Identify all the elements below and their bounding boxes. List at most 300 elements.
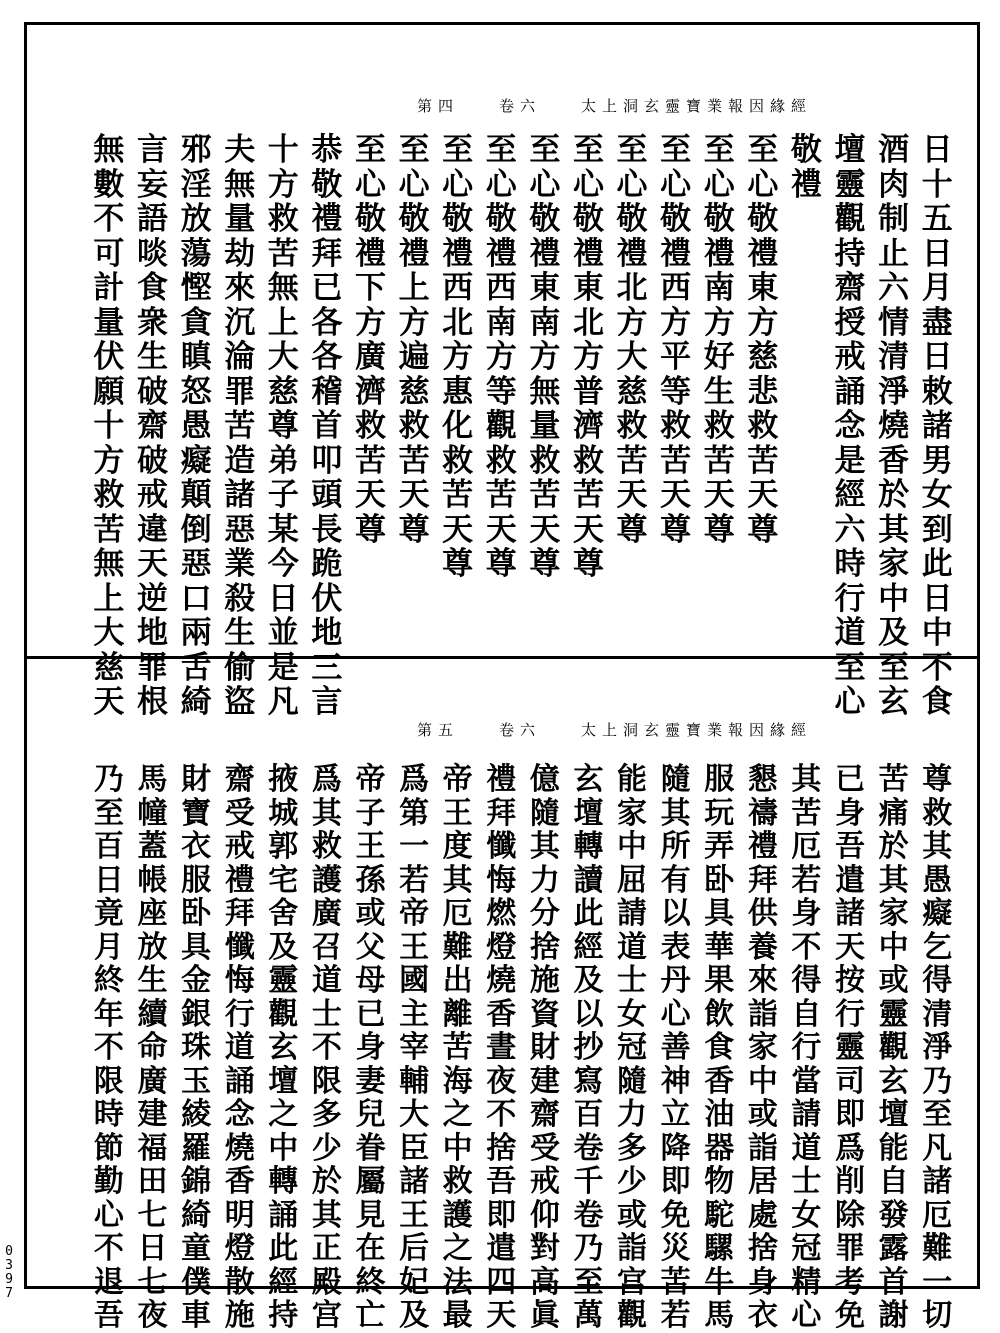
glyph: 西 xyxy=(660,270,692,306)
glyph: 顛 xyxy=(180,477,212,513)
text-column xyxy=(610,763,654,1333)
glyph: 車 xyxy=(181,1298,212,1333)
glyph: 詣 xyxy=(617,1231,648,1266)
glyph: 量 xyxy=(529,408,561,444)
glyph: 卷 xyxy=(573,1130,604,1166)
glyph: 惡 xyxy=(224,511,256,548)
glyph: 千 xyxy=(573,1164,604,1199)
text-column xyxy=(654,763,698,1333)
glyph: 綾 xyxy=(181,1097,212,1132)
text-column xyxy=(523,133,567,720)
glyph: 正 xyxy=(311,1231,342,1266)
glyph: 掖 xyxy=(268,762,299,797)
page-panel-upper xyxy=(27,25,977,720)
glyph: 燈 xyxy=(224,1231,255,1266)
glyph: 牛 xyxy=(704,1264,735,1300)
glyph: 食 xyxy=(921,684,953,720)
glyph: 五 xyxy=(921,201,953,237)
glyph: 救 xyxy=(442,442,474,479)
glyph: 身 xyxy=(355,1030,386,1065)
glyph: 方 xyxy=(616,304,648,341)
glyph: 苦 xyxy=(485,477,517,513)
glyph: 尊 xyxy=(660,511,692,548)
glyph: 具 xyxy=(704,896,735,931)
glyph: 罪 xyxy=(137,649,169,686)
glyph: 行 xyxy=(224,996,255,1032)
glyph: 金 xyxy=(181,963,212,998)
glyph: 生 xyxy=(137,963,168,998)
glyph: 中 xyxy=(617,829,648,864)
glyph: 今 xyxy=(267,546,299,582)
glyph: 下 xyxy=(354,270,386,306)
glyph: 尊 xyxy=(922,762,953,797)
text-column xyxy=(392,133,436,720)
glyph: 救 xyxy=(311,829,342,864)
glyph: 衣 xyxy=(747,1298,778,1333)
glyph: 已 xyxy=(835,762,866,797)
glyph: 救 xyxy=(703,408,735,444)
glyph: 郭 xyxy=(268,829,299,864)
glyph: 癡 xyxy=(922,896,953,931)
glyph: 讀 xyxy=(573,862,604,898)
glyph: 救 xyxy=(485,442,517,479)
glyph: 之 xyxy=(442,1097,473,1132)
glyph: 救 xyxy=(747,408,779,444)
glyph: 方 xyxy=(703,304,735,341)
glyph: 東 xyxy=(747,270,779,306)
glyph: 壇 xyxy=(268,1063,299,1099)
glyph: 即 xyxy=(486,1197,517,1233)
text-column xyxy=(741,133,785,720)
glyph: 禮 xyxy=(747,829,778,864)
glyph: 凡 xyxy=(922,1130,953,1166)
glyph: 力 xyxy=(529,862,560,898)
glyph: 終 xyxy=(93,963,124,998)
glyph: 宫 xyxy=(617,1264,648,1300)
glyph: 救 xyxy=(616,408,648,444)
glyph: 北 xyxy=(572,304,604,341)
glyph: 厄 xyxy=(442,896,473,931)
glyph: 請 xyxy=(791,1097,822,1132)
glyph: 清 xyxy=(922,996,953,1032)
glyph: 觀 xyxy=(268,996,299,1032)
glyph: 受 xyxy=(224,795,255,831)
glyph: 衆 xyxy=(137,304,169,341)
glyph: 地 xyxy=(311,615,343,651)
glyph: 慳 xyxy=(180,270,212,306)
glyph: 果 xyxy=(704,963,735,998)
glyph: 違 xyxy=(137,511,169,548)
text-column xyxy=(392,763,436,1333)
glyph: 中 xyxy=(921,615,953,651)
glyph: 敬 xyxy=(311,166,343,203)
glyph: 玄 xyxy=(878,684,910,720)
glyph: 苦 xyxy=(529,477,561,513)
text-column xyxy=(785,133,829,720)
glyph: 邪 xyxy=(180,132,212,168)
glyph: 靈 xyxy=(878,996,909,1032)
glyph: 宫 xyxy=(311,1298,342,1333)
glyph: 日 xyxy=(921,235,953,272)
glyph: 厄 xyxy=(791,829,822,864)
glyph: 悲 xyxy=(747,373,779,410)
glyph: 敬 xyxy=(790,132,822,168)
glyph: 天 xyxy=(354,477,386,513)
glyph: 國 xyxy=(399,963,430,998)
glyph: 道 xyxy=(791,1130,822,1166)
glyph: 誦 xyxy=(224,1063,255,1099)
glyph: 至 xyxy=(572,132,604,168)
glyph: 福 xyxy=(137,1130,168,1166)
glyph: 施 xyxy=(224,1298,255,1333)
glyph: 癡 xyxy=(180,442,212,479)
glyph: 衣 xyxy=(181,829,212,864)
glyph: 城 xyxy=(268,795,299,831)
glyph: 心 xyxy=(485,166,517,203)
glyph: 多 xyxy=(617,1130,648,1166)
glyph: 戒 xyxy=(834,339,866,375)
glyph: 授 xyxy=(834,304,866,341)
glyph: 拜 xyxy=(224,896,255,931)
glyph: 七 xyxy=(137,1197,168,1233)
glyph: 拜 xyxy=(486,795,517,831)
glyph: 天 xyxy=(137,546,169,582)
glyph: 苦 xyxy=(660,1264,691,1300)
glyph: 捨 xyxy=(747,1231,778,1266)
glyph: 拜 xyxy=(311,235,343,272)
glyph: 大 xyxy=(616,339,648,375)
glyph: 燈 xyxy=(486,929,517,965)
glyph: 海 xyxy=(442,1063,473,1099)
glyph: 香 xyxy=(224,1164,255,1199)
glyph: 敬 xyxy=(572,201,604,237)
glyph: 妻 xyxy=(355,1063,386,1099)
glyph: 行 xyxy=(835,996,866,1032)
glyph: 爲 xyxy=(399,762,430,797)
glyph: 后 xyxy=(399,1231,430,1266)
glyph: 其 xyxy=(878,862,909,898)
glyph: 行 xyxy=(834,580,866,617)
glyph: 心 xyxy=(791,1298,822,1333)
glyph: 禮 xyxy=(486,762,517,797)
glyph: 月 xyxy=(93,929,124,965)
glyph: 天 xyxy=(835,929,866,965)
glyph: 爲 xyxy=(311,762,342,797)
glyph: 放 xyxy=(137,929,168,965)
glyph: 考 xyxy=(835,1264,866,1300)
glyph: 頭 xyxy=(311,477,343,513)
glyph: 燒 xyxy=(486,963,517,998)
glyph: 蓋 xyxy=(137,829,168,864)
glyph: 惠 xyxy=(442,373,474,410)
glyph: 大 xyxy=(267,339,299,375)
glyph: 禮 xyxy=(660,235,692,272)
glyph: 離 xyxy=(442,996,473,1032)
glyph: 至 xyxy=(529,132,561,168)
glyph: 有 xyxy=(660,862,691,898)
glyph: 清 xyxy=(878,339,910,375)
glyph: 身 xyxy=(747,1264,778,1300)
text-column xyxy=(87,763,131,1333)
glyph: 長 xyxy=(311,511,343,548)
glyph: 出 xyxy=(442,963,473,998)
glyph: 禮 xyxy=(354,235,386,272)
glyph: 伏 xyxy=(93,339,125,375)
glyph: 行 xyxy=(791,1030,822,1065)
glyph: 北 xyxy=(616,270,648,306)
glyph: 至 xyxy=(93,795,124,831)
glyph: 壇 xyxy=(834,132,866,168)
glyph: 救 xyxy=(267,201,299,237)
glyph: 難 xyxy=(442,929,473,965)
glyph: 逆 xyxy=(137,580,169,617)
glyph: 苦 xyxy=(572,477,604,513)
glyph: 心 xyxy=(529,166,561,203)
glyph: 偷 xyxy=(224,649,256,686)
glyph: 諸 xyxy=(921,408,953,444)
glyph: 苦 xyxy=(442,477,474,513)
glyph: 身 xyxy=(835,795,866,831)
glyph: 王 xyxy=(442,795,473,831)
glyph: 及 xyxy=(878,615,910,651)
glyph: 此 xyxy=(921,546,953,582)
glyph: 士 xyxy=(311,996,342,1032)
glyph: 隨 xyxy=(529,795,560,831)
glyph: 或 xyxy=(355,896,386,931)
glyph: 高 xyxy=(529,1264,560,1300)
glyph: 駝 xyxy=(704,1197,735,1233)
glyph: 心 xyxy=(660,996,691,1032)
glyph: 十 xyxy=(267,132,299,168)
header-title: 太上洞玄靈寶業報因緣經 xyxy=(580,720,812,739)
glyph: 詣 xyxy=(747,1130,778,1166)
glyph: 勤 xyxy=(93,1164,124,1199)
glyph: 天 xyxy=(747,477,779,513)
glyph: 慈 xyxy=(747,339,779,375)
text-column xyxy=(349,133,393,720)
glyph: 苦 xyxy=(224,408,256,444)
glyph: 稽 xyxy=(311,373,343,410)
glyph: 懇 xyxy=(747,762,778,797)
text-columns xyxy=(87,763,959,1333)
glyph: 主 xyxy=(399,996,430,1032)
glyph: 眷 xyxy=(355,1130,386,1166)
glyph: 拜 xyxy=(747,862,778,898)
glyph: 燃 xyxy=(486,896,517,931)
glyph: 至 xyxy=(834,649,866,686)
glyph: 騾 xyxy=(704,1231,735,1266)
glyph: 至 xyxy=(747,132,779,168)
glyph: 帳 xyxy=(137,862,168,898)
glyph: 計 xyxy=(93,270,125,306)
glyph: 難 xyxy=(922,1231,953,1266)
glyph: 於 xyxy=(878,829,909,864)
glyph: 災 xyxy=(660,1231,691,1266)
glyph: 三 xyxy=(311,649,343,686)
glyph: 或 xyxy=(617,1197,648,1233)
header-volume: 卷六 xyxy=(498,96,541,115)
glyph: 女 xyxy=(921,477,953,513)
glyph: 東 xyxy=(529,270,561,306)
glyph: 苦 xyxy=(93,511,125,548)
glyph: 齋 xyxy=(834,270,866,306)
glyph: 道 xyxy=(834,615,866,651)
glyph: 尊 xyxy=(354,511,386,548)
glyph: 量 xyxy=(93,304,125,341)
glyph: 天 xyxy=(529,511,561,548)
glyph: 其 xyxy=(660,795,691,831)
glyph: 殺 xyxy=(224,580,256,617)
glyph: 愚 xyxy=(180,408,212,444)
glyph: 諸 xyxy=(922,1164,953,1199)
glyph: 七 xyxy=(137,1264,168,1300)
glyph: 齋 xyxy=(529,1097,560,1132)
glyph: 至 xyxy=(922,1097,953,1132)
glyph: 若 xyxy=(791,862,822,898)
glyph: 化 xyxy=(442,408,474,444)
glyph: 來 xyxy=(747,963,778,998)
glyph: 妃 xyxy=(399,1264,430,1300)
glyph: 百 xyxy=(93,829,124,864)
glyph: 少 xyxy=(617,1164,648,1199)
glyph: 罪 xyxy=(224,373,256,410)
glyph: 心 xyxy=(834,684,866,720)
glyph: 限 xyxy=(311,1063,342,1099)
glyph: 玄 xyxy=(878,1063,909,1099)
glyph: 禮 xyxy=(311,201,343,237)
glyph: 敬 xyxy=(660,201,692,237)
text-columns xyxy=(87,133,959,720)
glyph: 怒 xyxy=(180,373,212,410)
glyph: 心 xyxy=(616,166,648,203)
text-column xyxy=(262,133,306,720)
glyph: 首 xyxy=(878,1264,909,1300)
glyph: 不 xyxy=(93,1030,124,1065)
text-column xyxy=(567,763,611,1333)
glyph: 其 xyxy=(529,829,560,864)
glyph: 不 xyxy=(93,1231,124,1266)
glyph: 靈 xyxy=(268,963,299,998)
glyph: 方 xyxy=(267,166,299,203)
text-column xyxy=(218,763,262,1333)
glyph: 普 xyxy=(572,373,604,410)
text-column xyxy=(872,133,916,720)
glyph: 惡 xyxy=(180,546,212,582)
glyph: 億 xyxy=(529,762,560,797)
glyph: 上 xyxy=(398,270,430,306)
glyph: 夫 xyxy=(224,132,256,168)
glyph: 無 xyxy=(529,373,561,410)
glyph: 免 xyxy=(835,1298,866,1333)
glyph: 萬 xyxy=(573,1298,604,1333)
glyph: 救 xyxy=(572,442,604,479)
glyph: 齋 xyxy=(137,408,169,444)
glyph: 可 xyxy=(93,235,125,272)
glyph: 身 xyxy=(791,896,822,931)
glyph: 得 xyxy=(922,963,953,998)
text-column xyxy=(915,133,959,720)
glyph: 經 xyxy=(834,477,866,513)
glyph: 綺 xyxy=(181,1197,212,1233)
text-column xyxy=(479,763,523,1333)
glyph: 帝 xyxy=(399,896,430,931)
glyph: 上 xyxy=(93,580,125,617)
glyph: 止 xyxy=(878,235,910,272)
glyph: 數 xyxy=(93,166,125,203)
glyph: 自 xyxy=(878,1164,909,1199)
glyph: 諸 xyxy=(835,896,866,931)
glyph: 年 xyxy=(93,996,124,1032)
glyph: 香 xyxy=(878,442,910,479)
glyph: 敬 xyxy=(398,201,430,237)
glyph: 廣 xyxy=(137,1063,168,1099)
glyph: 即 xyxy=(660,1164,691,1199)
glyph: 兩 xyxy=(180,615,212,651)
glyph: 尊 xyxy=(529,546,561,582)
glyph: 日 xyxy=(921,339,953,375)
glyph: 或 xyxy=(747,1097,778,1132)
glyph: 帝 xyxy=(355,762,386,797)
running-header xyxy=(417,719,812,739)
glyph: 心 xyxy=(572,166,604,203)
glyph: 劫 xyxy=(224,235,256,272)
glyph: 華 xyxy=(704,929,735,965)
glyph: 其 xyxy=(878,511,910,548)
glyph: 生 xyxy=(224,615,256,651)
glyph: 以 xyxy=(660,896,691,931)
glyph: 日 xyxy=(921,132,953,168)
glyph: 心 xyxy=(442,166,474,203)
glyph: 王 xyxy=(399,929,430,965)
glyph: 方 xyxy=(93,442,125,479)
glyph: 禮 xyxy=(442,235,474,272)
text-column xyxy=(218,133,262,720)
glyph: 殿 xyxy=(311,1264,342,1300)
glyph: 六 xyxy=(834,511,866,548)
glyph: 貪 xyxy=(180,304,212,341)
glyph: 其 xyxy=(442,862,473,898)
glyph: 天 xyxy=(572,511,604,548)
text-column xyxy=(305,763,349,1333)
glyph: 轉 xyxy=(573,829,604,864)
glyph: 切 xyxy=(922,1298,953,1333)
glyph: 及 xyxy=(268,929,299,965)
glyph: 方 xyxy=(485,339,517,375)
glyph: 到 xyxy=(921,511,953,548)
glyph: 誦 xyxy=(834,373,866,410)
glyph: 除 xyxy=(835,1197,866,1233)
glyph: 天 xyxy=(93,684,125,720)
glyph: 禮 xyxy=(747,235,779,272)
glyph: 即 xyxy=(835,1097,866,1132)
glyph: 好 xyxy=(703,339,735,375)
glyph: 卷 xyxy=(573,1197,604,1233)
glyph: 玄 xyxy=(268,1030,299,1065)
glyph: 馬 xyxy=(137,762,168,797)
glyph: 僕 xyxy=(181,1264,212,1300)
glyph: 弄 xyxy=(704,829,735,864)
glyph: 舌 xyxy=(180,649,212,686)
glyph: 度 xyxy=(442,829,473,864)
glyph: 一 xyxy=(399,829,430,864)
glyph: 靈 xyxy=(835,1030,866,1065)
glyph: 至 xyxy=(878,649,910,686)
glyph: 尊 xyxy=(747,511,779,548)
glyph: 不 xyxy=(311,1030,342,1065)
glyph: 禮 xyxy=(703,235,735,272)
glyph: 言 xyxy=(311,684,343,720)
glyph: 瞋 xyxy=(180,339,212,375)
